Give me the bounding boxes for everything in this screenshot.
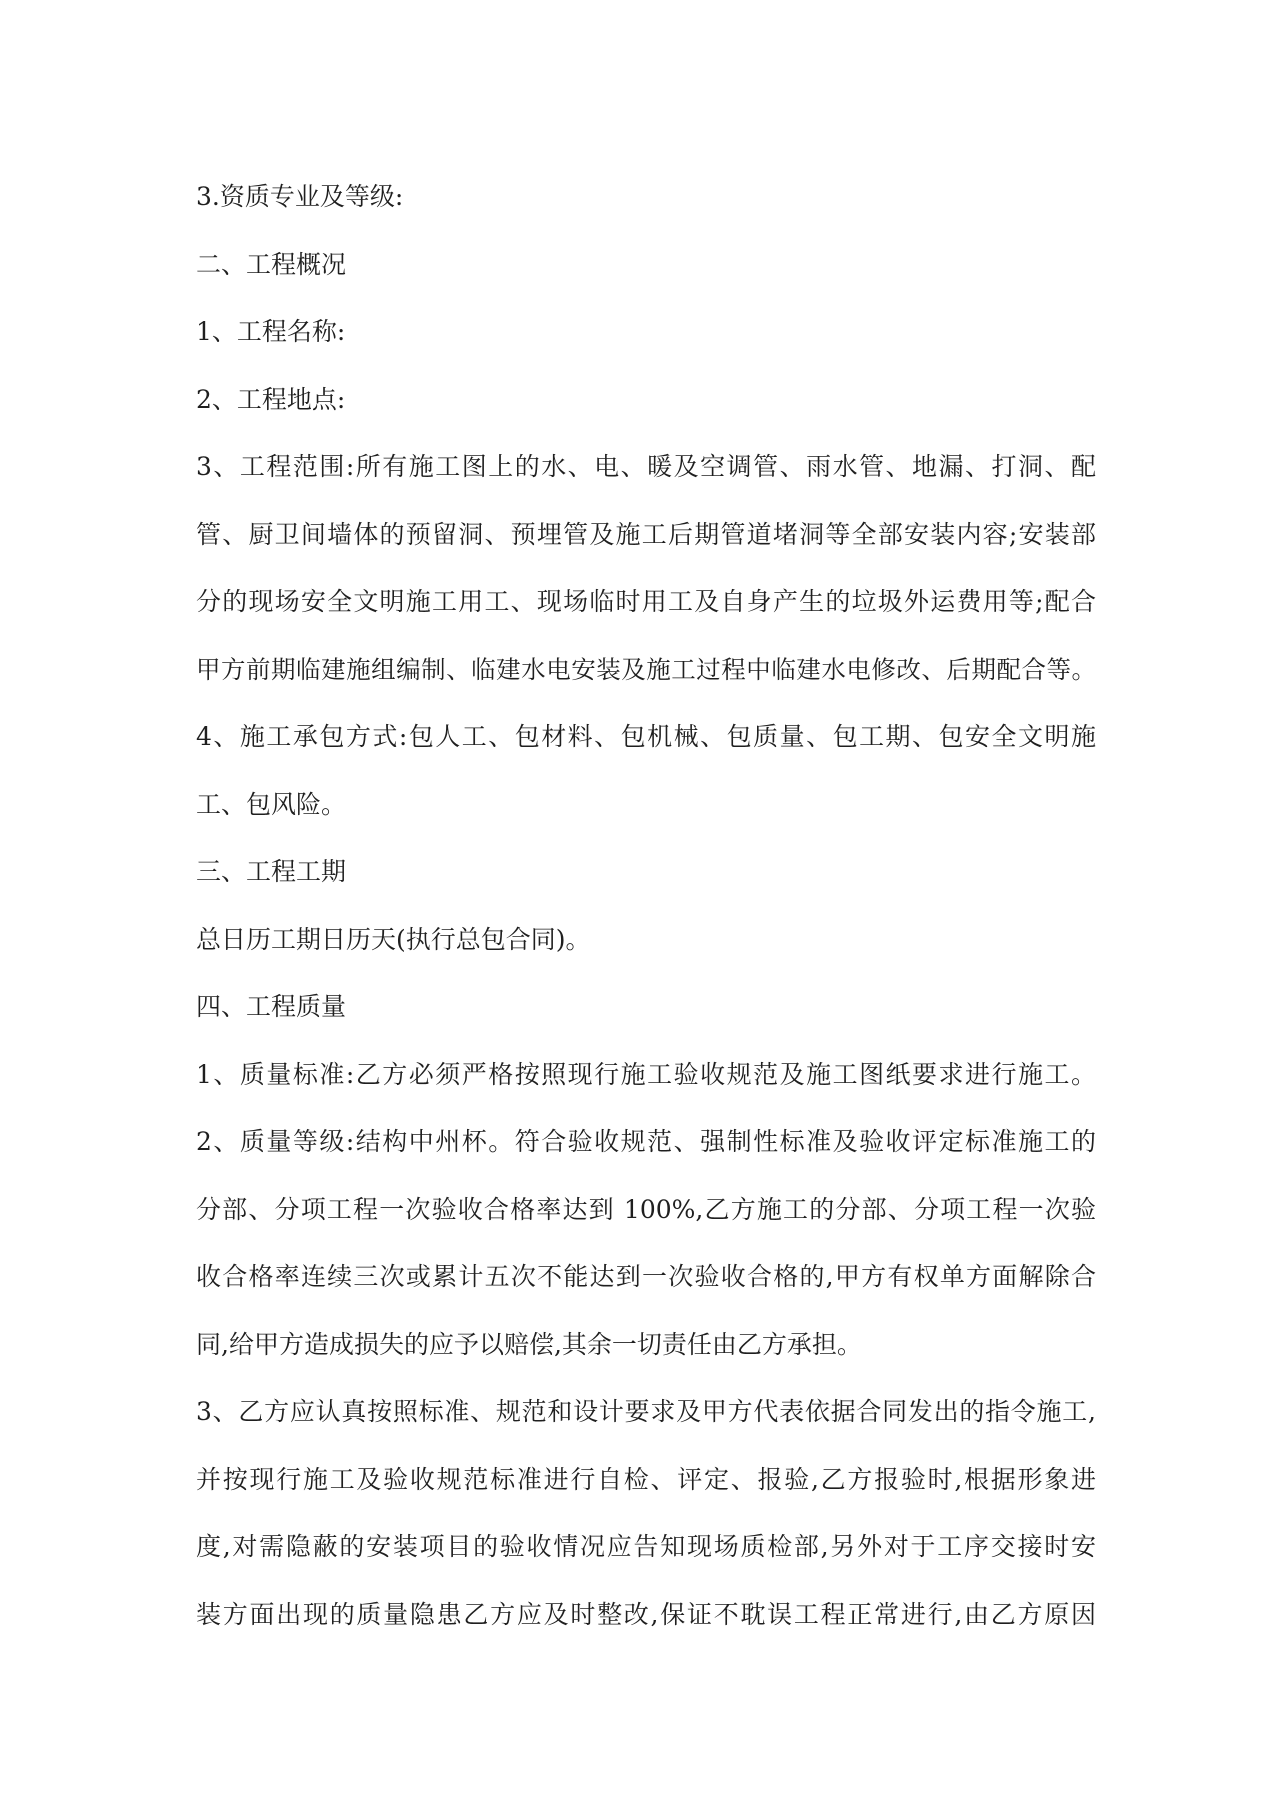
text-line-1: 3.资质专业及等级:: [196, 182, 404, 211]
text-line-19: 3、乙方应认真按照标准、规范和设计要求及甲方代表依据合同发出的指令施工,: [196, 1397, 1096, 1426]
text-line-22: 装方面出现的质量隐患乙方应及时整改,保证不耽误工程正常进行,由乙方原因: [196, 1599, 1096, 1629]
text-line-7: 分的现场安全文明施工用工、现场临时用工及自身产生的垃圾外运费用等;配合: [196, 587, 1096, 616]
text-line-20: 并按现行施工及验收规范标准进行自检、评定、报验,乙方报验时,根据形象进: [196, 1464, 1096, 1494]
text-line-16: 分部、分项工程一次验收合格率达到 100%,乙方施工的分部、分项工程一次验: [196, 1194, 1096, 1224]
text-line-17: 收合格率连续三次或累计五次不能达到一次验收合格的,甲方有权单方面解除合: [196, 1262, 1096, 1291]
text-line-14: 1、质量标准:乙方必须严格按照现行施工验收规范及施工图纸要求进行施工。: [196, 1059, 1096, 1089]
section-heading-4: 四、工程质量: [196, 992, 347, 1021]
text-line-8: 甲方前期临建施组编制、临建水电安装及施工过程中临建水电修改、后期配合等。: [196, 654, 1096, 684]
text-line-3: 1、工程名称:: [196, 317, 346, 346]
text-line-9: 4、施工承包方式:包人工、包材料、包机械、包质量、包工期、包安全文明施: [196, 722, 1096, 751]
text-line-18: 同,给甲方造成损失的应予以赔偿,其余一切责任由乙方承担。: [196, 1329, 862, 1359]
section-heading-3: 三、工程工期: [196, 857, 347, 886]
text-line-21: 度,对需隐蔽的安装项目的验收情况应告知现场质检部,另外对于工序交接时安: [196, 1532, 1096, 1561]
text-line-15: 2、质量等级:结构中州杯。符合验收规范、强制性标准及验收评定标准施工的: [196, 1127, 1096, 1156]
text-line-5: 3、工程范围:所有施工图上的水、电、暖及空调管、雨水管、地漏、打洞、配: [196, 452, 1096, 481]
section-heading-2: 二、工程概况: [196, 249, 347, 279]
text-line-12: 总日历工期日历天(执行总包合同)。: [196, 924, 591, 954]
text-line-4: 2、工程地点:: [196, 384, 346, 414]
document-body: [196, 163, 1096, 1648]
text-line-10: 工、包风险。: [196, 789, 347, 819]
text-line-6: 管、厨卫间墙体的预留洞、预埋管及施工后期管道堵洞等全部安装内容;安装部: [196, 519, 1096, 549]
